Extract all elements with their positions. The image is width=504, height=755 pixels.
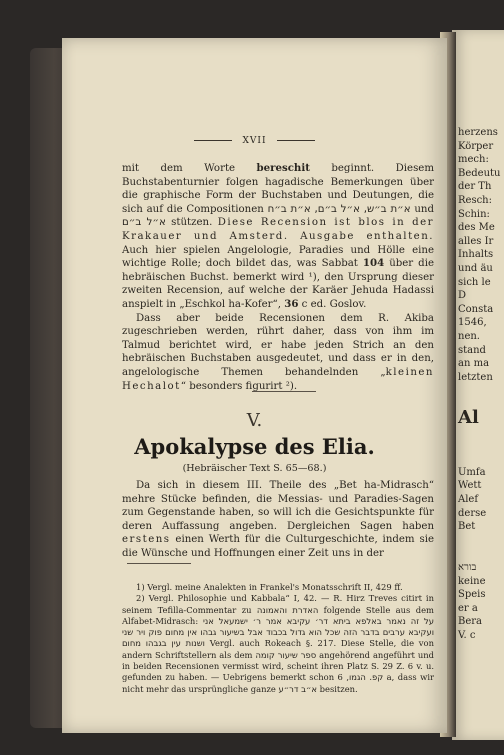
emphasized-sentence: Diese Recension ist blos in der Krakauer und Amsterd. Ausgabe enthalten. [122,217,435,242]
hebrew-title: קפ. הגמו [349,672,384,683]
right-page-line: letzten [458,371,493,383]
right-page-line: nen. [458,330,480,342]
right-page-line: er a [458,602,478,614]
term-hechalot: kleinen Hechalot [122,366,434,392]
right-page-line: Al [458,407,479,429]
footnote-2 [122,593,434,695]
right-page-line: Speis [458,589,486,601]
right-page-line [458,534,501,548]
right-page-line: der Th [458,181,492,193]
footnote-1: 1) Vergl. meine Analekten in Frankel's Monatsschrift II, 429 ff. [136,582,403,592]
folio-number: 36 [284,297,299,310]
text-run: “ besonders figurirt ²). [180,380,298,392]
right-page-line [458,452,501,466]
text-run: Vergl. auch Rokeach §. 217. Diese Stelle, die von andern Schriftstellern als dem [122,638,434,660]
right-page-line: derse [458,507,487,519]
right-page-line: Inhalts [458,249,494,261]
right-page-line: an ma [458,358,490,370]
right-page-line: sich le [458,276,491,288]
right-page-line [458,384,501,398]
section-title: Apokalypse des Elia. [134,434,375,459]
right-page-line: des Me [458,222,495,234]
left-page [62,38,447,733]
text-run: stützen. [165,217,218,229]
text-run: angehörend angeführt und in beiden Recensionen vermisst wird, scheint ihren Platz S. 29 Z. 6 v. u. gefunden zu haben. — Uebrigens bemerkt schon [122,649,435,683]
header-rule-right [277,140,315,141]
right-page-line: mech: [458,154,489,166]
folio-number: 104 [362,257,385,270]
right-page [452,30,504,740]
section-divider [252,391,316,392]
paragraph-recension [122,162,434,393]
right-page-line: V. c [458,629,476,641]
text-run: und [410,203,434,215]
right-page-line: Alef [458,494,479,506]
right-page-line: 1546, [458,317,487,329]
right-page-line: Schin: [458,208,490,220]
term-erstens: erstens [122,534,171,546]
section-subtitle: (Hebräischer Text S. 65—68.) [182,463,327,474]
page-header [62,136,447,146]
text-run: Auch hier spielen Angelologie, Paradies und Hölle eine wichtige Rolle; doch bildet das, was Sabbat [122,244,434,270]
right-page-line [458,547,501,561]
right-page-line: herzens [458,127,498,138]
text-run: mit dem Worte [122,163,257,174]
text-run: Dass aber beide Recensionen dem R. Akiba zugeschrieben werden, rührt daher, dass von ihm im Talmud berichtet wird, er habe jeden Strich an den hebräischen Buchstaben ausgedeutet, und dass er in den, angelologische Themen behandelnden „ [122,312,434,378]
term-bereschit: bereschit [256,162,310,174]
right-page-line: Bera [458,616,483,628]
paragraph-elia [122,479,434,561]
right-page-line: Consta [458,303,494,315]
text-run: folgende Stelle aus dem Alfabet-Midrasch: [122,604,434,626]
section-numeral: V. [246,410,263,431]
text-run: c ed. Goslov. [298,298,367,310]
text-run: Da sich in diesem III. Theile des „Bet ha-Midrasch“ mehre Stücke befinden, die Messias- und Paradies-Sagen zum Gegenstande haben, so will ich die Gesichtspunkte für deren Auffassung angeben. Dergleichen Sagen haben [122,480,434,532]
right-page-text-fragments [458,126,501,643]
text-run: 2) Vergl. Philosophie und Kabbala“ I, 42. — R. Hirz Treves citirt in seinem Tefilla-Commentar zu [122,593,434,615]
text-run: , 6 a, dass wir nicht mehr das ursprüngliche ganze [122,672,435,694]
hebrew-title: ספר שיעור קומה [255,649,317,660]
right-page-line: Resch: [458,194,492,206]
right-page-line: alles Ir [458,235,494,247]
text-run: besitzen. [316,683,358,694]
right-page-line: Bedeutu [458,167,501,179]
text-run: über die hebräischen Buchst. bemerkt wird ¹), den Ursprung dieser zweiten Recension, auf welche der Karäer Jehuda Hadassi anspielt in „Eschkol ha-Kofer“, [122,258,434,310]
hebrew-composition: א״ל ב״ם [122,217,166,229]
text-run: einen Werth für die Culturgeschichte, indem sie die Wünsche und Hoffnungen einer Zeit uns in der [122,534,434,559]
right-page-line: Umfa [458,466,486,478]
right-page-line: Wett [458,480,482,492]
hebrew-title: א״ב דר״ע [278,683,317,694]
right-page-line: stand [458,344,486,356]
right-page-line: Bet [458,521,476,533]
right-page-line: und äu [458,262,493,274]
hebrew-title: האדרת והאמונה [256,604,319,615]
right-page-line: D [458,290,467,302]
footnotes [122,582,434,695]
header-rule-left [194,140,232,141]
hebrew-compositions: א״ת ב״ש, א״ל ב״ם, א״ת ב״ח [267,203,411,215]
right-page-line: Körper [458,140,494,152]
right-page-line [458,439,501,453]
right-page-line: keine [458,575,486,587]
text-run: beginnt. Diesem Buchstabenturnier folgen hagadische Bemerkungen über die graphische Form der Buchstaben und Deutungen, die sich auf die Compositionen [122,163,434,215]
right-page-line: בורא [458,562,477,573]
page-number: XVII [242,136,267,146]
hebrew-quotation: על זה נאמר באלפא ביתא דר׳ עקיבא אמר ר׳ ישמעאל אני ועקיבא ערבים בדבר הזה שכל הוא גדול בכבוד אבל בשיעור גבהו אין מחום פוק ויר שני ושנות עין בגבהו מחום [122,615,434,649]
footnote-rule [127,563,191,564]
